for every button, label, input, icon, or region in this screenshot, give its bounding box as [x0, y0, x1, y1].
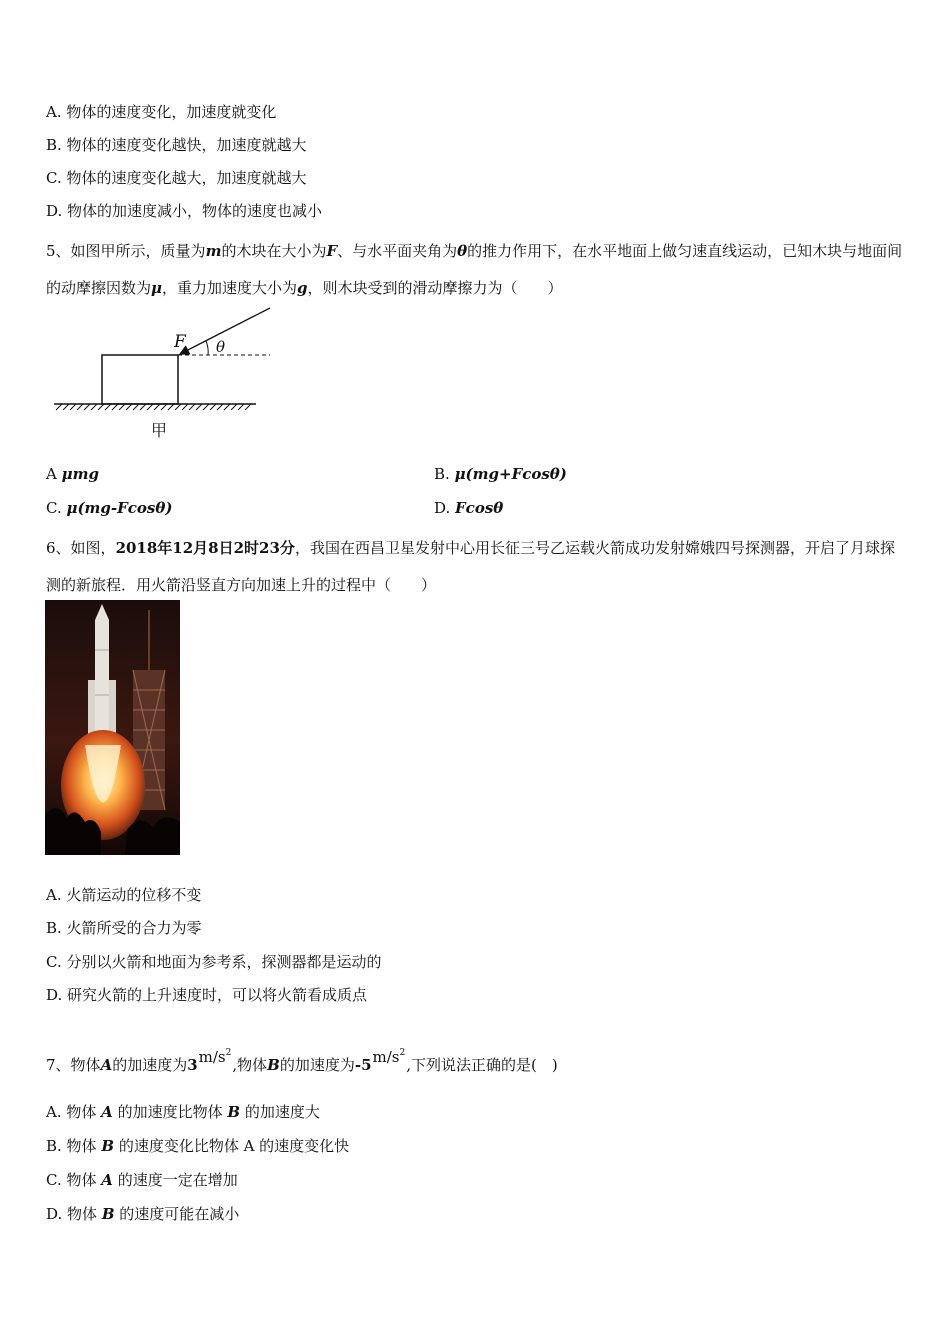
figure-caption: 甲 [151, 421, 168, 440]
q7-option-c [46, 1169, 238, 1191]
q6-stem [46, 530, 906, 604]
option-variable: B [227, 1103, 241, 1121]
force-label: F [174, 332, 186, 352]
q5-block-force-diagram [46, 300, 286, 445]
q7-text-4: 的加速度为 [279, 1056, 355, 1074]
option-variable: B [101, 1137, 115, 1155]
q7-option-b [46, 1135, 349, 1157]
q5-number: 5、 [46, 242, 71, 260]
q5-stem [46, 233, 906, 307]
q4-option-a: A. 物体的速度变化，加速度就变化 [46, 103, 277, 121]
unit-exponent: 2 [399, 1048, 406, 1058]
q4-option-c: C. 物体的速度变化越大，加速度就越大 [46, 169, 307, 187]
q5-var-F: F [326, 242, 338, 260]
q5-text-1: 如图甲所示，质量为 [70, 242, 206, 260]
q7-value-b: -5 [354, 1056, 372, 1074]
q7-unit-a [199, 1046, 232, 1068]
q7-text-2: 的加速度为 [112, 1056, 188, 1074]
option-label: B. [434, 465, 455, 483]
unit-text: m/s [372, 1048, 400, 1066]
option-text: D. 物体 [46, 1205, 98, 1223]
option-text: 的速度可能在减小 [119, 1205, 240, 1223]
q5-option-a [46, 463, 99, 485]
q7-text-1: 物体 [70, 1056, 101, 1074]
angle-arc [206, 341, 208, 355]
option-text: 的速度变化比物体 A 的速度变化快 [118, 1137, 350, 1155]
option-text: C. 物体 [46, 1171, 97, 1189]
option-text: B. 物体 [46, 1137, 97, 1155]
option-label: C. [46, 499, 67, 517]
q7-value-a: 3 [187, 1056, 198, 1074]
q5-option-b [434, 463, 567, 485]
option-text: A. 物体 [46, 1103, 97, 1121]
option-text: 的加速度大 [244, 1103, 320, 1121]
q5-text-4: 的推力作用下，在水平地面上做匀速直线运动，已知木块与地面间的动摩擦因数为 [46, 242, 903, 297]
q7-option-a [46, 1101, 320, 1123]
option-label: A [46, 465, 62, 483]
q5-option-d [434, 497, 503, 519]
option-expression: μ(mg+Fcosθ) [454, 465, 567, 483]
q4-option-b: B. 物体的速度变化越快，加速度就越大 [46, 136, 307, 154]
q5-text-6: ，则木块受到的滑动摩擦力为（ ） [307, 279, 563, 297]
q6-option-d: D. 研究火箭的上升速度时，可以将火箭看成质点 [46, 986, 368, 1004]
option-expression: μmg [61, 465, 99, 483]
option-variable: A [101, 1171, 113, 1189]
q5-var-theta: θ [457, 242, 468, 260]
q6-option-a: A. 火箭运动的位移不变 [46, 886, 202, 904]
angle-label: θ [216, 338, 226, 356]
q6-text-1: 如图， [70, 539, 116, 557]
q7-text-3: ,物体 [232, 1056, 268, 1074]
q6-date: 2018年12月8日2时23分 [115, 539, 295, 557]
option-expression: Fcosθ [455, 499, 504, 517]
unit-exponent: 2 [225, 1048, 232, 1058]
q4-option-d: D. 物体的加速度减小，物体的速度也减小 [46, 202, 323, 220]
q6-option-b: B. 火箭所受的合力为零 [46, 919, 202, 937]
q5-option-c [46, 497, 172, 519]
option-variable: A [101, 1103, 113, 1121]
q5-text-3: 、与水平面夹角为 [337, 242, 458, 260]
rocket-launch-photo [45, 600, 180, 855]
ground-hatching [56, 404, 251, 410]
option-expression: μ(mg-Fcosθ) [66, 499, 173, 517]
q6-option-c: C. 分别以火箭和地面为参考系，探测器都是运动的 [46, 953, 382, 971]
q7-option-d [46, 1203, 239, 1225]
unit-text: m/s [198, 1048, 226, 1066]
q5-text-2: 的木块在大小为 [221, 242, 327, 260]
q7-var-B: B [267, 1056, 280, 1074]
q7-unit-b [373, 1046, 406, 1068]
wooden-block [102, 355, 178, 404]
option-text: 的速度一定在增加 [117, 1171, 238, 1189]
q6-text-2: ，我国在西昌卫星发射中心用长征三号乙运载火箭成功发射嫦娥四号探测器，开启了月球探测的新旅程．用火箭沿竖直方向加速上升的过程中（ ） [46, 539, 895, 594]
q7-number: 7、 [46, 1056, 71, 1074]
q5-var-m: m [205, 242, 222, 260]
q5-text-5: ，重力加速度大小为 [162, 279, 298, 297]
option-variable: B [101, 1205, 115, 1223]
q5-var-mu: μ [151, 279, 162, 297]
option-label: D. [434, 499, 456, 517]
option-text: 的加速度比物体 [117, 1103, 223, 1121]
q7-var-A: A [100, 1056, 113, 1074]
q6-number: 6、 [46, 539, 71, 557]
q5-var-g: g [297, 279, 308, 297]
q7-stem [46, 1048, 558, 1076]
q7-text-5: ,下列说法正确的是( ) [406, 1056, 558, 1074]
